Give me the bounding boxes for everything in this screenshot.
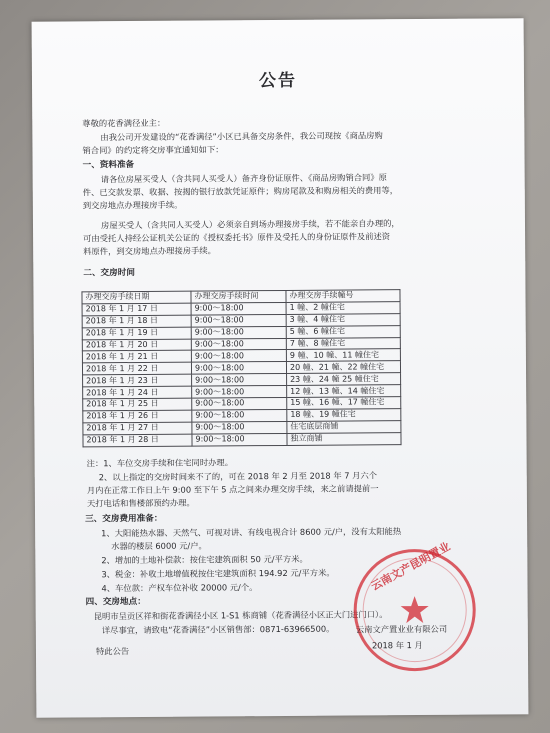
paragraph-line: 房屋买受人（含共同人买受人）必须亲自到场办理接房手续，若不能亲自办理的， xyxy=(100,218,400,231)
table-header-cell: 办理交房手续幢号 xyxy=(286,290,400,303)
table-cell: 9:00～18:00 xyxy=(191,338,286,351)
table-header-cell: 办理交房手续日期 xyxy=(82,291,191,304)
table-cell: 独立商铺 xyxy=(287,432,401,445)
table-cell: 1 幢、2 幢住宅 xyxy=(286,302,400,315)
table-cell: 2018 年 1 月 20 日 xyxy=(82,339,191,352)
signature-company: 云南文产置业业有限公司 xyxy=(355,623,448,635)
intro-line: 销合同》的约定将交房事宜通知如下： xyxy=(82,144,224,156)
table-cell: 2018 年 1 月 19 日 xyxy=(82,327,191,340)
intro-line: 由我公司开发建设的“花香满径”小区已具备交房条件，我公司现按《商品房购 xyxy=(100,130,383,143)
table-cell: 9:00～18:00 xyxy=(191,350,286,363)
table-cell: 23 幢、24 幢 25 幢住宅 xyxy=(287,373,401,386)
table-cell: 9:00～18:00 xyxy=(191,326,286,339)
table-cell: 2018 年 1 月 25 日 xyxy=(83,398,192,411)
table-cell: 9:00～18:00 xyxy=(192,374,287,387)
table-cell: 9 幢、10 幢、11 幢住宅 xyxy=(286,349,400,362)
section-heading: 一、资料准备 xyxy=(82,160,135,171)
paragraph-line: 请各位房屋买受人（含共同人买受人）备齐身份证原件、《商品房购销合同》原 xyxy=(100,172,387,185)
signature-date: 2018 年 1 月 xyxy=(371,640,423,651)
table-cell: 9:00～18:00 xyxy=(192,409,287,422)
table-cell: 2018 年 1 月 17 日 xyxy=(82,303,191,316)
note-line: 注：1、车位交房手续和住宅同时办理。 xyxy=(86,457,234,469)
table-cell: 2018 年 1 月 22 日 xyxy=(82,362,191,375)
table-cell: 2018 年 1 月 18 日 xyxy=(82,315,191,328)
note-line: 2、以上指定的交房时间来不了的，可在 2018 年 2 月至 2018 年 7 月六个 xyxy=(98,470,378,483)
page-title: 公告 xyxy=(258,70,298,92)
paragraph-line: 件、已交款发票、收据、按揭的银行放款凭证原件；购房尾款及和购房相关的费用等， xyxy=(82,185,399,198)
table-cell: 20 幢、21 幢、22 幢住宅 xyxy=(286,361,400,374)
table-cell: 5 幢、6 幢住宅 xyxy=(286,325,400,338)
table-cell: 9:00～18:00 xyxy=(192,397,287,410)
company-seal xyxy=(353,539,476,672)
table-row xyxy=(83,432,401,446)
table-cell: 9:00～18:00 xyxy=(192,421,287,434)
fee-line: 1、大阳能热水器、天然气、可视对讲、有线电视合计 8600 元/户，没有太阳能热 xyxy=(101,526,402,539)
section-heading: 三、交房费用准备： xyxy=(85,513,163,525)
table-cell: 3 幢、4 幢住宅 xyxy=(286,313,400,326)
note-line: 天打电话和售楼部预约办理。 xyxy=(86,497,195,509)
table-cell: 2018 年 1 月 24 日 xyxy=(83,386,192,399)
paragraph-line: 到交房地点办理接房手续。 xyxy=(82,199,183,211)
fee-line: 2、增加的土地补偿款：按住宅建筑面积 50 元/平方米。 xyxy=(101,553,308,566)
fee-line: 4、车位款：产权车位补收 20000 元/个。 xyxy=(101,582,258,594)
table-cell: 住宅底层商铺 xyxy=(287,420,401,433)
table-cell: 12 幢、13 幢、14 幢住宅 xyxy=(287,385,401,398)
table-header-cell: 办理交房手续时间 xyxy=(191,290,286,303)
table-cell: 9:00～18:00 xyxy=(191,302,286,315)
table-cell: 2018 年 1 月 26 日 xyxy=(83,410,192,423)
table-cell: 2018 年 1 月 27 日 xyxy=(83,422,192,435)
table-cell: 9:00～18:00 xyxy=(191,314,286,327)
table-cell: 2018 年 1 月 28 日 xyxy=(83,434,192,447)
paragraph-line: 可由受托人持经公证机关公证的《授权委托书》原件及受托人的身份证原件及前述资 xyxy=(83,231,391,244)
closing-text: 特此公告 xyxy=(95,646,130,657)
section-heading: 四、交房地点： xyxy=(85,596,146,608)
note-line: 月内在正常工作日上午 9:00 至下午 5 点之间来办理交房手续，来之前请提前一 xyxy=(86,483,379,496)
fee-line: 3、税金：补收土地增值税按住宅建筑面积 194.92 元/平方米。 xyxy=(101,567,335,580)
handover-schedule-table xyxy=(81,289,401,447)
table-cell: 2018 年 1 月 23 日 xyxy=(83,374,192,387)
table-cell: 9:00～18:00 xyxy=(192,433,287,446)
salutation: 尊敬的花香满径业主： xyxy=(82,117,166,129)
table-cell: 18 幢、19 幢住宅 xyxy=(287,409,401,422)
table-cell: 9:00～18:00 xyxy=(191,362,286,375)
address-line: 昆明市呈贡区祥和街花香满径小区 1-S1 栋商铺（花香满径小区正大门进门口）。 xyxy=(93,609,388,622)
star-icon xyxy=(400,595,430,625)
section-heading: 二、交房时间 xyxy=(83,268,135,279)
fee-line: 水器的楼层 6000 元/户。 xyxy=(111,540,207,552)
seal-text: 云南文产昆明置业 xyxy=(368,539,453,594)
notice-paper xyxy=(32,18,529,717)
table-cell: 9:00～18:00 xyxy=(192,386,287,399)
paragraph-line: 料原件，到交房地点办理接房手续。 xyxy=(83,245,216,257)
table-cell: 2018 年 1 月 21 日 xyxy=(82,351,191,364)
table-cell: 15 幢、16 幢、17 幢住宅 xyxy=(287,397,401,410)
table-cell: 7 幢、8 幢住宅 xyxy=(286,337,400,350)
contact-line: 详尽事宜，请致电“花香满径”小区销售部：0871-63966500。 xyxy=(101,623,335,636)
